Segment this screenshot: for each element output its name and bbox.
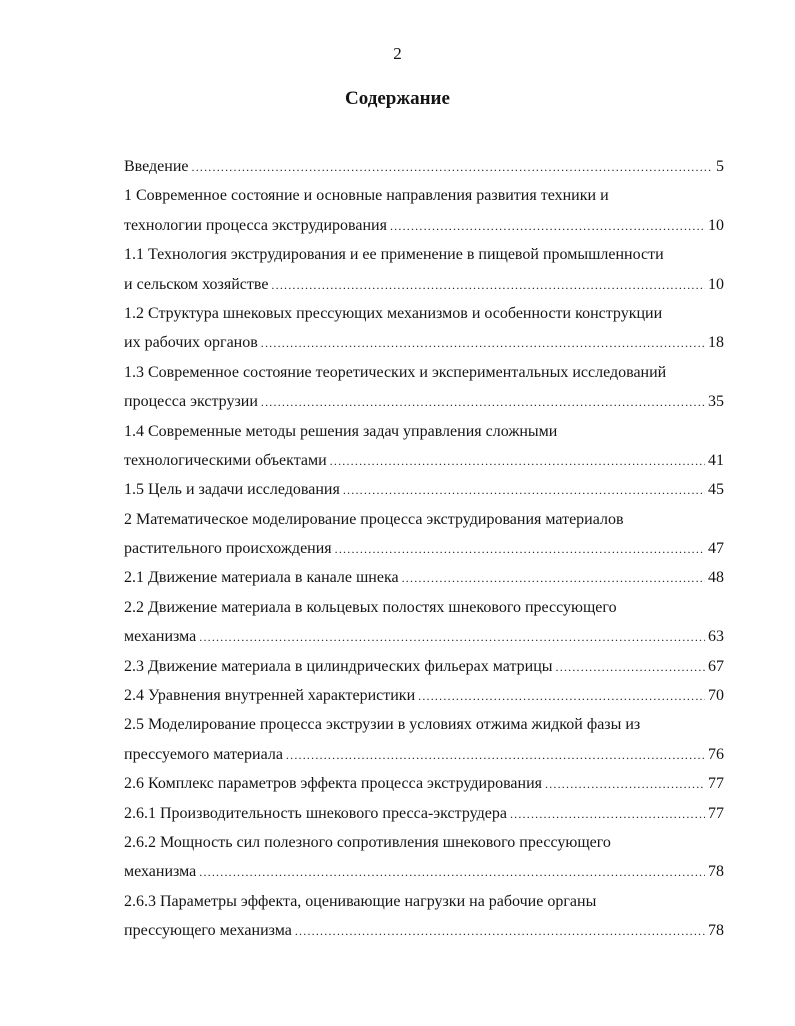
- toc-entry-text: их рабочих органов: [124, 334, 258, 352]
- toc-page-number: 5: [716, 158, 724, 175]
- toc-line: [124, 417, 724, 446]
- toc-entry: [124, 799, 724, 828]
- toc-line: [124, 916, 724, 945]
- toc-page-number: 35: [708, 393, 724, 411]
- toc-page-number: 18: [708, 334, 724, 352]
- page-title: Содержание: [345, 88, 450, 109]
- toc-entry: [124, 563, 724, 592]
- toc-line: [124, 505, 724, 534]
- toc-entry-text: Введение: [124, 158, 189, 175]
- toc-entry-text: технологическими объектами: [124, 451, 327, 469]
- toc-entry: [124, 593, 724, 652]
- toc-line: [124, 857, 724, 886]
- toc-entry: [124, 769, 724, 798]
- toc-entry-text: 1.5 Цель и задачи исследования: [124, 481, 340, 499]
- toc-leader-dots: [545, 770, 705, 798]
- toc-page-number: 47: [708, 540, 724, 558]
- toc-entry: [124, 887, 724, 946]
- toc-leader-dots: [286, 741, 705, 769]
- toc-line: [124, 710, 724, 739]
- toc-entry-text: 1 Современное состояние и основные направления развития техники и: [124, 187, 609, 205]
- toc-line: [124, 358, 724, 387]
- toc-line: [124, 593, 724, 622]
- toc-leader-dots: [199, 623, 705, 651]
- toc-line: [124, 652, 724, 681]
- toc-leader-dots: [510, 800, 705, 828]
- toc-entry-text: 1.2 Структура шнековых прессующих механизмов и особенности конструкции: [124, 304, 663, 322]
- toc-entry-text: 2.6.2 Мощность сил полезного сопротивления шнекового прессующего: [124, 833, 611, 851]
- toc-line: [124, 681, 724, 710]
- toc-leader-dots: [556, 653, 705, 681]
- toc-entry: [124, 358, 724, 417]
- toc-leader-dots: [390, 212, 705, 240]
- toc-entry: [124, 299, 724, 358]
- toc-page-number: 70: [708, 687, 724, 705]
- toc-line: [124, 828, 724, 857]
- toc-leader-dots: [343, 476, 705, 504]
- toc-line: [124, 270, 724, 299]
- toc-entry-text: 1.3 Современное состояние теоретических и экспериментальных исследований: [124, 363, 667, 381]
- toc-line: [124, 622, 724, 651]
- toc-entry: [124, 681, 724, 710]
- toc-leader-dots: [402, 564, 705, 592]
- toc-page-number: 78: [708, 863, 724, 881]
- toc-line: [124, 740, 724, 769]
- toc-entry: [124, 828, 724, 887]
- toc-entry-text: прессуемого материала: [124, 745, 283, 763]
- toc-page-number: 77: [708, 804, 724, 822]
- toc-line: [124, 387, 724, 416]
- toc-entry: [124, 505, 724, 564]
- toc-entry-text: 1.1 Технология экструдирования и ее применение в пищевой промышленности: [124, 246, 664, 264]
- toc-leader-dots: [271, 271, 705, 299]
- toc-entry-text: 2.6 Комплекс параметров эффекта процесса экструдирования: [124, 775, 542, 793]
- toc-entry-text: процесса экструзии: [124, 393, 258, 411]
- toc-page-number: 45: [708, 481, 724, 499]
- toc-entry-text: 2.2 Движение материала в кольцевых полостях шнекового прессующего: [124, 598, 617, 616]
- toc-leader-dots: [261, 329, 705, 357]
- toc-page-number: 63: [708, 628, 724, 646]
- toc-entry: [124, 475, 724, 504]
- toc-page-number: 10: [708, 216, 724, 234]
- toc-line: [124, 563, 724, 592]
- toc-page-number: 76: [708, 745, 724, 763]
- toc-entry-text: 1.4 Современные методы решения задач управления сложными: [124, 422, 558, 440]
- toc-leader-dots: [295, 917, 705, 945]
- toc-entry-text: 2.6.1 Производительность шнекового пресса-экструдера: [124, 804, 507, 822]
- toc-entry-text: 2.1 Движение материала в канале шнека: [124, 569, 399, 587]
- toc-entry-text: 2.6.3 Параметры эффекта, оценивающие нагрузки на рабочие органы: [124, 892, 597, 910]
- table-of-contents: [124, 152, 724, 946]
- toc-leader-dots: [261, 388, 705, 416]
- toc-entry: [124, 240, 724, 299]
- toc-entry-text: 2 Математическое моделирование процесса экструдирования материалов: [124, 510, 624, 528]
- toc-leader-dots: [199, 858, 705, 886]
- toc-entry: [124, 710, 724, 769]
- toc-entry-text: 2.5 Моделирование процесса экструзии в условиях отжима жидкой фазы из: [124, 716, 641, 734]
- toc-line: [124, 152, 724, 181]
- toc-entry-text: технологии процесса экструдирования: [124, 216, 387, 234]
- toc-leader-dots: [192, 153, 714, 181]
- toc-entry: [124, 152, 724, 181]
- toc-entry-text: 2.3 Движение материала в цилиндрических фильерах матрицы: [124, 657, 553, 675]
- toc-line: [124, 240, 724, 269]
- toc-page-number: 41: [708, 451, 724, 469]
- toc-leader-dots: [418, 682, 705, 710]
- toc-line: [124, 299, 724, 328]
- toc-page-number: 78: [708, 922, 724, 940]
- toc-entry-text: механизма: [124, 628, 197, 646]
- toc-entry-text: и сельском хозяйстве: [124, 275, 269, 293]
- toc-entry: [124, 652, 724, 681]
- toc-page-number: 67: [708, 657, 724, 675]
- toc-entry-text: прессующего механизма: [124, 922, 292, 940]
- toc-line: [124, 534, 724, 563]
- toc-line: [124, 181, 724, 210]
- toc-line: [124, 769, 724, 798]
- toc-line: [124, 475, 724, 504]
- toc-entry-text: растительного происхождения: [124, 540, 332, 558]
- toc-leader-dots: [335, 535, 705, 563]
- toc-line: [124, 799, 724, 828]
- toc-leader-dots: [330, 447, 705, 475]
- toc-entry: [124, 417, 724, 476]
- toc-line: [124, 446, 724, 475]
- toc-page-number: 77: [708, 775, 724, 793]
- toc-line: [124, 211, 724, 240]
- toc-entry-text: механизма: [124, 863, 197, 881]
- toc-line: [124, 328, 724, 357]
- toc-page-number: 10: [708, 275, 724, 293]
- toc-entry-text: 2.4 Уравнения внутренней характеристики: [124, 687, 416, 705]
- toc-page-number: 48: [708, 569, 724, 587]
- toc-entry: [124, 181, 724, 240]
- toc-line: [124, 887, 724, 916]
- page-number: 2: [393, 44, 402, 63]
